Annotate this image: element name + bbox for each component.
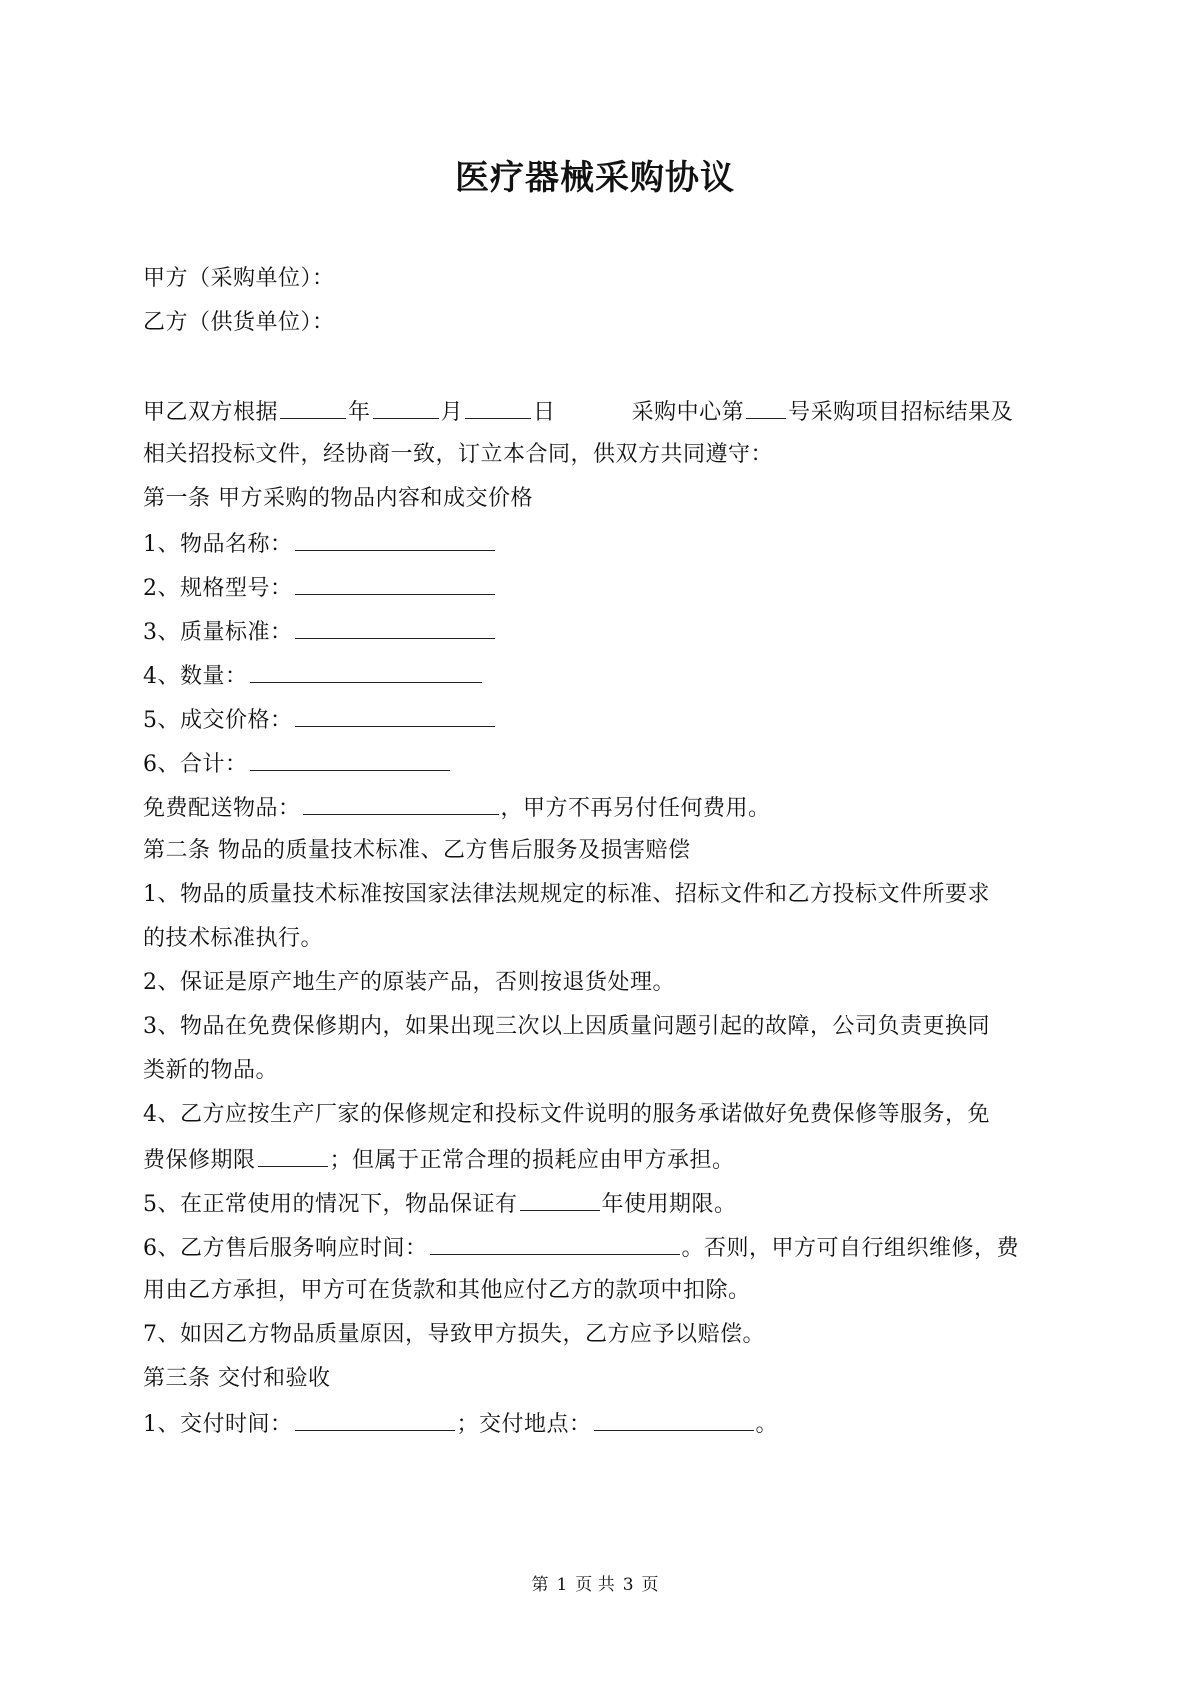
item-blank — [295, 616, 495, 639]
item-line — [143, 748, 1053, 780]
footer-prefix: 第 — [531, 1575, 549, 1595]
intro-line-2: 相关招投标文件，经协商一致，订立本合同，供双方共同遵守： — [143, 442, 774, 467]
item-blank — [295, 704, 495, 727]
clause-2-6-line-2: 用由乙方承担，甲方可在货款和其他应付乙方的款项中扣除。 — [143, 1278, 751, 1303]
party-b-line: 乙方（供货单位）： — [143, 310, 335, 335]
day-label: 日 — [533, 400, 556, 425]
clause-2-5 — [143, 1188, 1053, 1220]
free-delivery-line — [143, 792, 1053, 824]
footer-suffix: 页 — [641, 1575, 659, 1595]
footer-page-number: 1 — [556, 1575, 568, 1595]
item-label: 5、成交价格： — [143, 708, 293, 733]
footer-total-pages: 3 — [622, 1575, 634, 1595]
item-label: 4、数量： — [143, 664, 248, 689]
service-life-tail: 年使用期限。 — [601, 1192, 737, 1217]
delivery-tail: 。 — [755, 1412, 779, 1437]
item-blank — [250, 660, 482, 683]
page-footer — [0, 1570, 1190, 1595]
warranty-period-blank — [258, 1144, 328, 1167]
footer-mid: 页 共 — [575, 1575, 615, 1595]
item-line — [143, 572, 1053, 604]
delivery-time-label: 1、交付时间： — [143, 1412, 293, 1437]
article-2-heading: 第二条 物品的质量技术标准、乙方售后服务及损害赔偿 — [143, 838, 691, 863]
year-blank — [280, 396, 346, 419]
warranty-tail: ；但属于正常合理的损耗应由甲方承担。 — [329, 1148, 735, 1173]
month-label: 月 — [440, 400, 464, 425]
clause-2-3-line-1: 3、物品在免费保修期内，如果出现三次以上因质量问题引起的故障，公司负责更换同 — [143, 1014, 990, 1039]
intro-text: 甲乙双方根据 — [143, 400, 279, 425]
clause-2-7: 7、如因乙方物品质量原因，导致甲方损失，乙方应予以赔偿。 — [143, 1322, 765, 1347]
response-time-label: 6、乙方售后服务响应时间： — [143, 1236, 428, 1261]
free-delivery-tail: ，甲方不再另付任何费用。 — [500, 796, 771, 821]
service-life-blank — [520, 1188, 600, 1211]
item-line — [143, 660, 1053, 692]
clause-2-4-line-1: 4、乙方应按生产厂家的保修规定和投标文件说明的服务承诺做好免费保修等服务，免 — [143, 1102, 990, 1127]
month-blank — [373, 396, 439, 419]
party-a-line: 甲方（采购单位）： — [143, 266, 335, 291]
article-1-heading: 第一条 甲方采购的物品内容和成交价格 — [143, 486, 533, 511]
year-label: 年 — [348, 400, 371, 425]
free-delivery-label: 免费配送物品： — [143, 796, 301, 821]
delivery-place-blank — [594, 1408, 754, 1431]
item-label: 1、物品名称： — [143, 532, 293, 557]
intro-line-1 — [143, 396, 1053, 428]
clause-2-2: 2、保证是原产地生产的原装产品，否则按退货处理。 — [143, 970, 675, 995]
item-line — [143, 704, 1053, 736]
day-blank — [465, 396, 531, 419]
article-3-heading: 第三条 交付和验收 — [143, 1366, 331, 1391]
item-blank — [295, 572, 495, 595]
warranty-label: 费保修期限 — [143, 1148, 256, 1173]
free-delivery-blank — [303, 792, 499, 815]
clause-3-1 — [143, 1408, 1053, 1440]
clause-2-4-line-2 — [143, 1144, 1053, 1176]
item-line — [143, 616, 1053, 648]
item-label: 3、质量标准： — [143, 620, 293, 645]
response-time-tail: 。否则，甲方可自行组织维修，费 — [681, 1236, 1020, 1261]
intro-tail-text: 号采购项目招标结果及 — [788, 400, 1014, 425]
service-life-label: 5、在正常使用的情况下，物品保证有 — [143, 1192, 518, 1217]
item-line — [143, 528, 1053, 560]
item-blank — [250, 748, 450, 771]
delivery-place-label: ；交付地点： — [456, 1412, 592, 1437]
item-blank — [295, 528, 495, 551]
clause-2-6-line-1 — [143, 1232, 1053, 1264]
delivery-time-blank — [295, 1408, 455, 1431]
document-title: 医疗器械采购协议 — [455, 158, 735, 198]
intro-center-text: 采购中心第 — [631, 400, 745, 425]
clause-2-1-line-2: 的技术标准执行。 — [143, 926, 324, 951]
project-number-blank — [746, 396, 786, 419]
clause-2-3-line-2: 类新的物品。 — [143, 1058, 279, 1083]
item-label: 6、合计： — [143, 752, 248, 777]
item-label: 2、规格型号： — [143, 576, 293, 601]
clause-2-1-line-1: 1、物品的质量技术标准按国家法律法规规定的标准、招标文件和乙方投标文件所要求 — [143, 882, 990, 907]
response-time-blank — [430, 1232, 680, 1255]
